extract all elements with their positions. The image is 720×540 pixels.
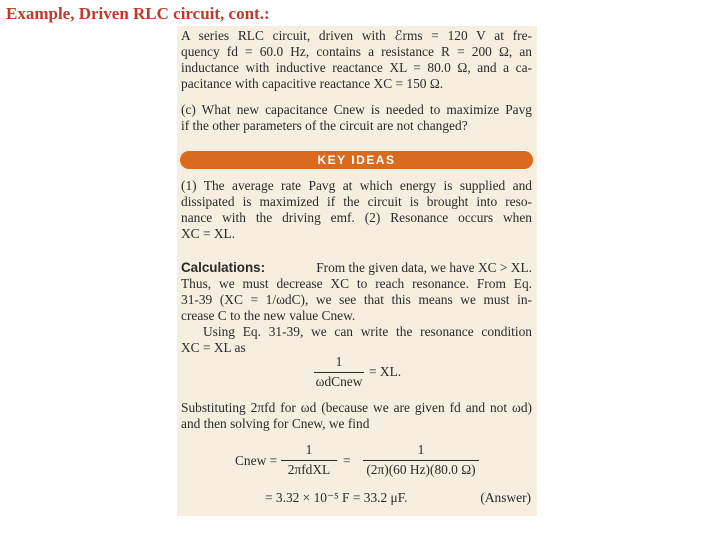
substitution-line: Substituting 2πfd for ωd (because we are given fd and not ωd) — [181, 400, 532, 415]
calculation-line: Thus, we must decrease XC to reach resonance. From Eq. — [181, 276, 532, 291]
calculation-line: crease C to the new value Cnew. — [181, 308, 356, 323]
problem-line: pacitance with capacitive reactance XC = 150 Ω. — [181, 76, 444, 91]
problem-line: inductance with inductive reactance XL = 80.0 Ω, and a ca- — [181, 60, 532, 75]
answer-tag: (Answer) — [480, 490, 531, 505]
key-idea-line: (1) The average rate Pavg at which energy is supplied and — [181, 178, 532, 193]
calculations-first-text: From the given data, we have XC > XL. — [316, 260, 532, 275]
eq1-denominator: ωdCnew — [315, 374, 363, 389]
eq2-frac2-numerator: 1 — [417, 442, 425, 457]
textbook-excerpt — [177, 26, 537, 516]
eq1-rhs: = XL. — [369, 364, 402, 379]
substitution-line: and then solving for Cnew, we find — [181, 416, 370, 431]
key-ideas-heading: KEY IDEAS — [180, 151, 533, 169]
calculation-line: XC = XL as — [181, 340, 246, 355]
calculations-first-line — [181, 260, 532, 276]
key-idea-line: nance with the driving emf. (2) Resonance occurs when — [181, 210, 532, 225]
eq2-equals: = — [343, 453, 351, 468]
eq2-frac1-bar — [281, 460, 337, 461]
question-line: if the other parameters of the circuit are not changed? — [181, 118, 468, 133]
question-line: (c) What new capacitance Cnew is needed to maximize Pavg — [181, 102, 532, 117]
key-idea-line: dissipated is maximized if the circuit is brought into reso- — [181, 194, 532, 209]
problem-line: A series RLC circuit, driven with ℰrms = 120 V at fre- — [181, 28, 532, 43]
calculation-line: Using Eq. 31-39, we can write the resonance condition — [203, 324, 532, 339]
eq2-frac1-denominator: 2πfdXL — [287, 462, 331, 477]
key-idea-line: XC = XL. — [181, 226, 236, 241]
calculation-line: 31-39 (XC = 1/ωdC), we see that this means we must in- — [181, 292, 532, 307]
result-line: = 3.32 × 10⁻⁵ F = 33.2 μF. — [265, 490, 408, 505]
calculations-lead: Calculations: — [181, 260, 266, 275]
eq1-fraction-bar — [314, 372, 364, 373]
eq1-numerator: 1 — [335, 354, 343, 369]
eq2-frac2-bar — [363, 460, 479, 461]
eq2-lhs: Cnew = — [235, 453, 278, 468]
eq2-frac2-denominator: (2π)(60 Hz)(80.0 Ω) — [366, 462, 476, 477]
problem-line: quency fd = 60.0 Hz, contains a resistance R = 200 Ω, an — [181, 44, 532, 59]
slide-title: Example, Driven RLC circuit, cont.: — [6, 4, 270, 23]
eq2-frac1-numerator: 1 — [305, 442, 313, 457]
